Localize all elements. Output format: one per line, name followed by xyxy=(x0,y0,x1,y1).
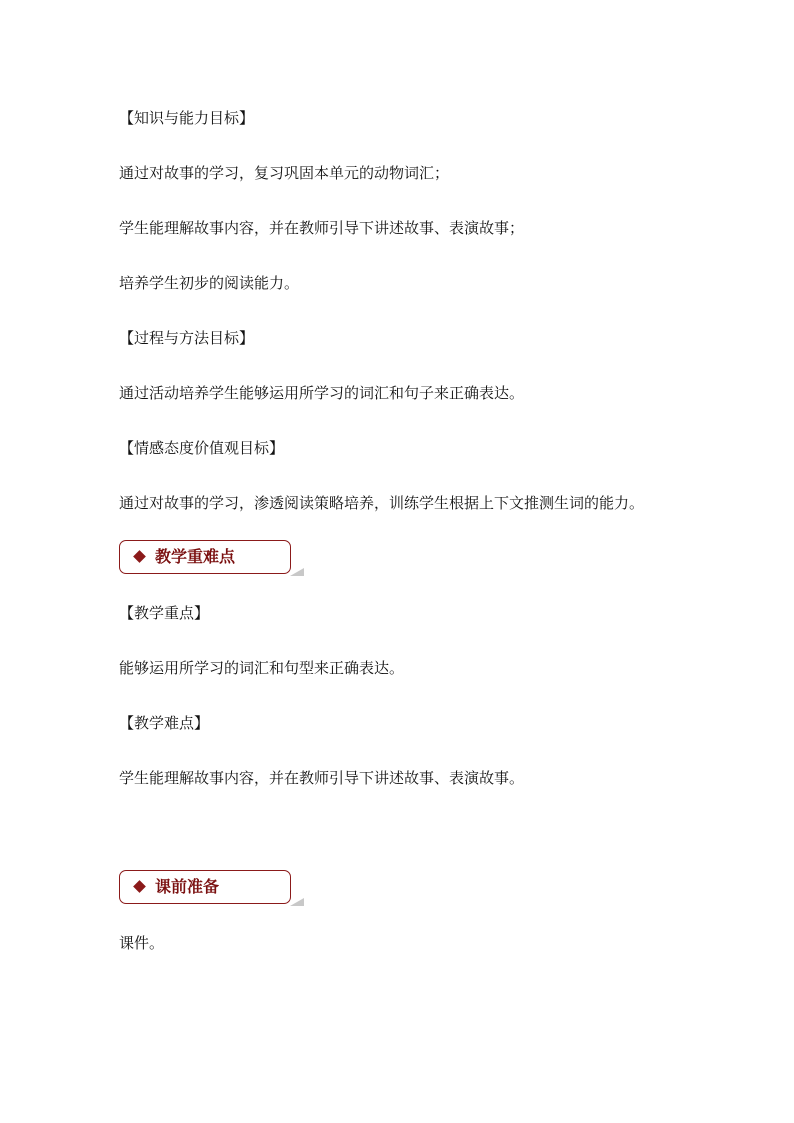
preparation-text: 课件。 xyxy=(119,934,165,952)
section-title: 课前准备 xyxy=(155,877,220,896)
section-header-key-difficult xyxy=(119,540,291,574)
section-header-shadow xyxy=(290,898,304,906)
process-objective-item: 通过活动培养学生能够运用所学习的词汇和句子来正确表达。 xyxy=(119,384,525,402)
diamond-icon xyxy=(133,880,146,893)
knowledge-objective-item: 通过对故事的学习，复习巩固本单元的动物词汇； xyxy=(119,164,450,182)
difficult-point-heading: 【教学难点】 xyxy=(119,714,210,732)
emotion-objective-item: 通过对故事的学习，渗透阅读策略培养，训练学生根据上下文推测生词的能力。 xyxy=(119,494,645,512)
knowledge-objective-heading: 【知识与能力目标】 xyxy=(119,109,255,127)
process-objective-heading: 【过程与方法目标】 xyxy=(119,329,255,347)
knowledge-objective-item: 培养学生初步的阅读能力。 xyxy=(119,274,300,292)
section-header-shadow xyxy=(290,568,304,576)
key-point-heading: 【教学重点】 xyxy=(119,604,210,622)
knowledge-objective-item: 学生能理解故事内容，并在教师引导下讲述故事、表演故事； xyxy=(119,219,525,237)
difficult-point-text: 学生能理解故事内容，并在教师引导下讲述故事、表演故事。 xyxy=(119,769,525,787)
diamond-icon xyxy=(133,550,146,563)
emotion-objective-heading: 【情感态度价值观目标】 xyxy=(119,439,285,457)
section-header-preparation xyxy=(119,870,291,904)
key-point-text: 能够运用所学习的词汇和句型来正确表达。 xyxy=(119,659,405,677)
section-title: 教学重难点 xyxy=(155,547,236,566)
